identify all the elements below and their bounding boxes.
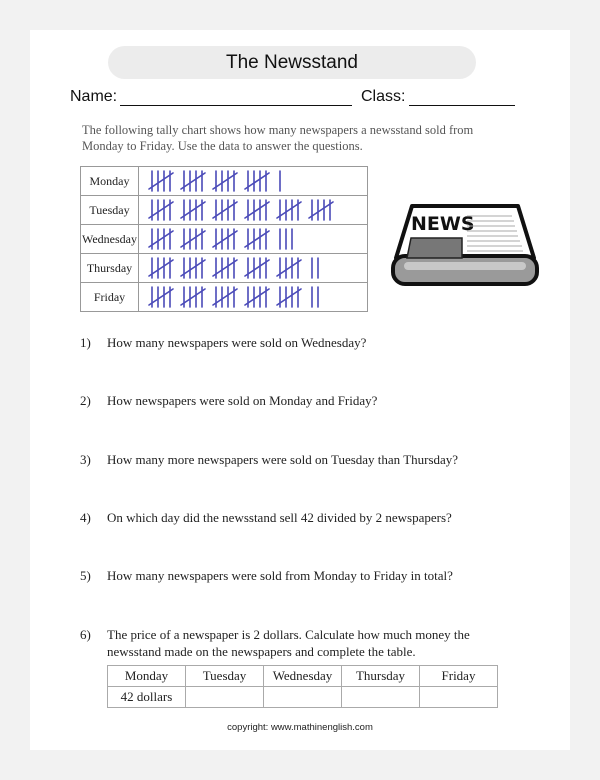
tally-marks-cell — [139, 225, 368, 254]
tally-row — [81, 196, 368, 225]
tally-marks — [139, 196, 367, 224]
newspaper-icon — [390, 202, 540, 288]
money-value-cell: 42 dollars — [108, 687, 186, 708]
money-value-cell[interactable] — [420, 687, 498, 708]
money-table — [107, 665, 498, 708]
tally-day-label: Thursday — [81, 254, 139, 283]
copyright-text: copyright: www.mathinenglish.com — [227, 722, 373, 733]
money-header-cell: Monday — [108, 666, 186, 687]
tally-row — [81, 283, 368, 312]
tally-chart — [80, 166, 368, 312]
tally-marks — [139, 167, 367, 195]
tally-day-label: Monday — [81, 167, 139, 196]
worksheet: The Newsstand Name: Class: The following tally chart shows how many newspapers a newsstand sold from Monday to Friday. Use the data to answer the questions. Monday Tuesday Wednesday Thursday Friday NEWS 1) How many newspapers were sold on Wednesday? 2) How newspapers were sold on Monday and Friday? 3) How many more newspapers were sold on Tuesday than Thursday? 4) On which day did the newsstand sell 42 divided by 2 newspapers? 5) How many newspapers were sold from Monday to Friday in total? 6) The price of a newspaper is 2 dollars. Calculate how much money the newsstand made on the newspapers and complete the table. Monday Tuesday Wednesday Thursday Friday 42 dollars copyright: www.mathinenglish.com — [30, 30, 570, 750]
money-value-cell[interactable] — [342, 687, 420, 708]
name-field[interactable] — [120, 105, 352, 106]
money-table-value-row — [108, 687, 498, 708]
tally-marks-cell — [139, 254, 368, 283]
money-header-cell: Thursday — [342, 666, 420, 687]
tally-marks-cell — [139, 283, 368, 312]
tally-day-label: Friday — [81, 283, 139, 312]
tally-row — [81, 167, 368, 196]
tally-marks-cell — [139, 196, 368, 225]
page-title: The Newsstand — [108, 46, 476, 79]
money-header-cell: Wednesday — [264, 666, 342, 687]
tally-marks — [139, 225, 367, 253]
news-headline: NEWS — [411, 213, 475, 235]
money-value-cell[interactable] — [264, 687, 342, 708]
tally-marks-cell — [139, 167, 368, 196]
money-value-cell[interactable] — [186, 687, 264, 708]
name-class-line — [70, 88, 550, 112]
class-label: Class: — [361, 88, 406, 105]
money-table-header-row — [108, 666, 498, 687]
class-field[interactable] — [409, 105, 515, 106]
tally-marks — [139, 283, 367, 311]
money-header-cell: Friday — [420, 666, 498, 687]
tally-row — [81, 254, 368, 283]
money-header-cell: Tuesday — [186, 666, 264, 687]
tally-row — [81, 225, 368, 254]
tally-day-label: Wednesday — [81, 225, 139, 254]
intro-text: The following tally chart shows how many newspapers a newsstand sold from Monday to Friday. Use the data to answer the questions. — [82, 123, 474, 153]
name-label: Name: — [70, 88, 118, 105]
tally-day-label: Tuesday — [81, 196, 139, 225]
tally-marks — [139, 254, 367, 282]
